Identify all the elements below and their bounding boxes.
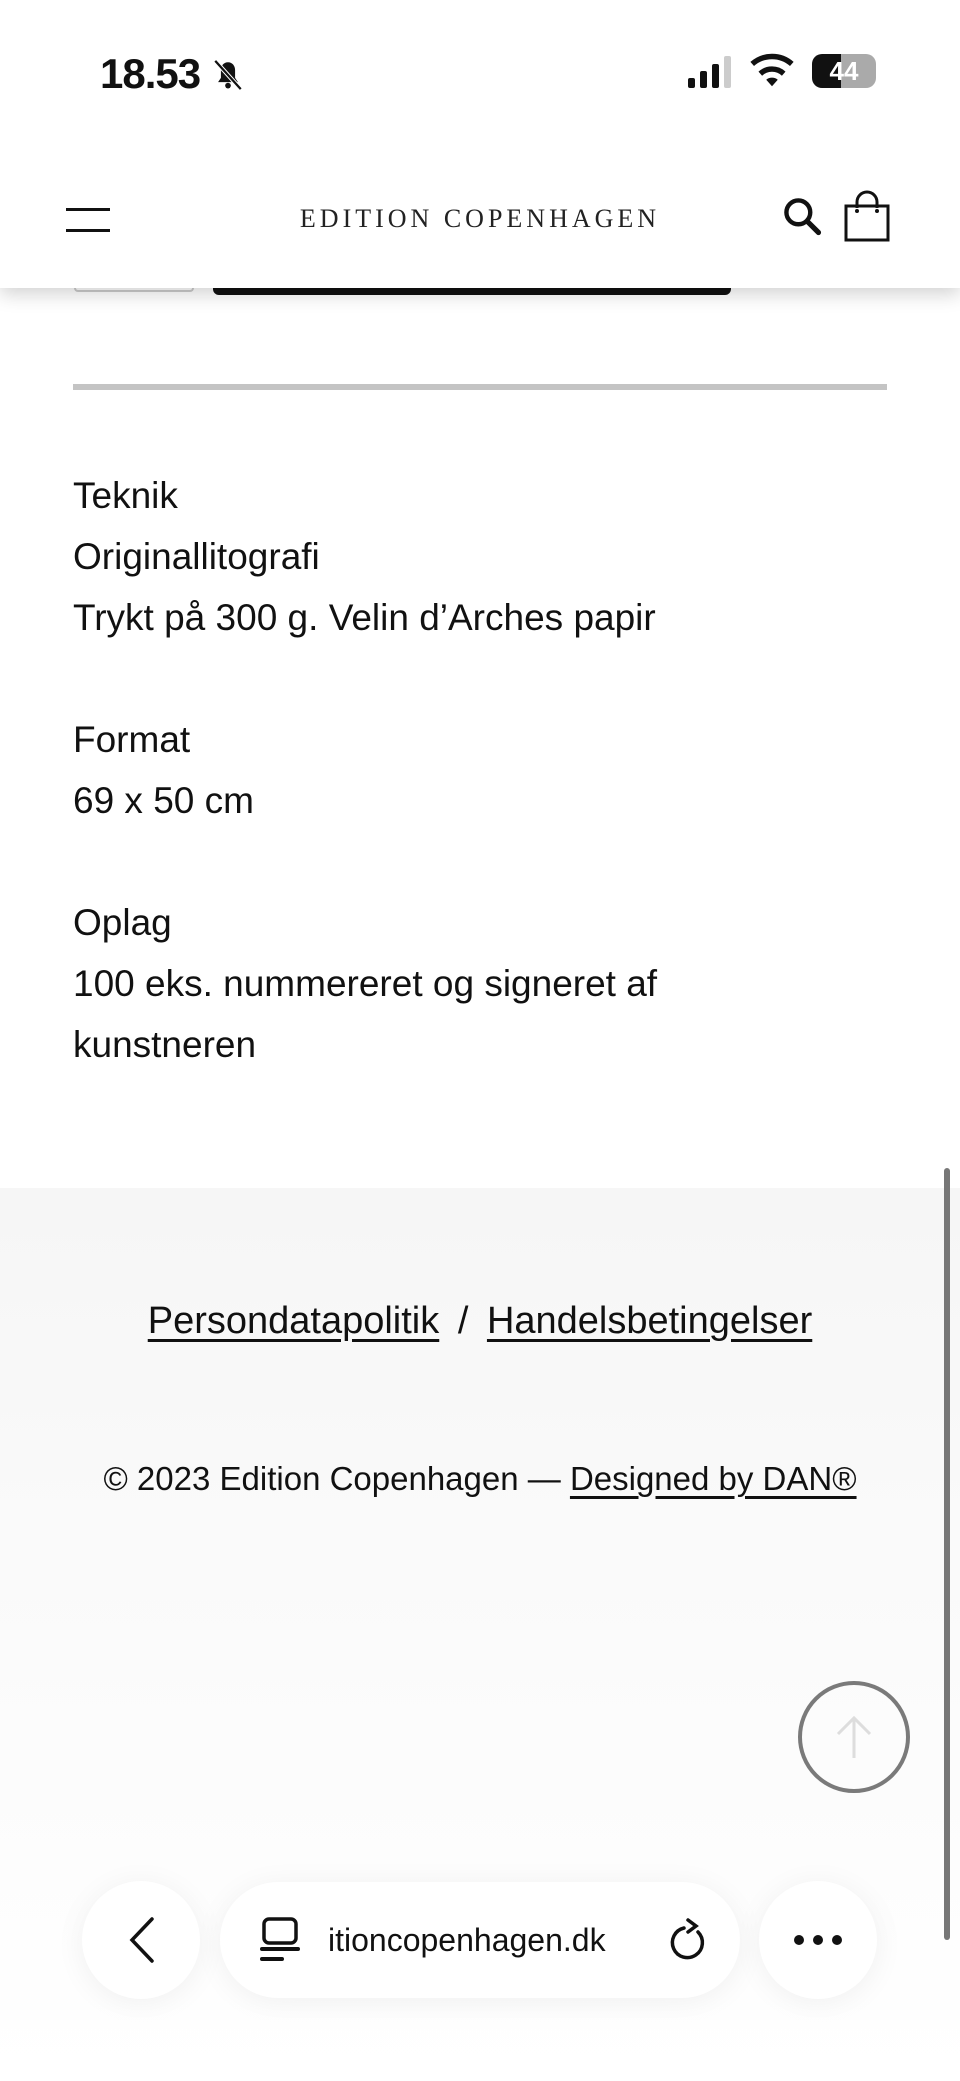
wifi-icon [750,52,794,88]
status-time [100,50,245,98]
chevron-left-icon [126,1915,156,1965]
ellipsis-icon [793,1934,843,1946]
time-text: 18.53 [100,50,201,97]
battery-level: 44 [829,56,859,86]
status-bar [0,0,960,110]
reader-tabs-icon [260,1917,300,1963]
reload-icon[interactable] [666,1916,710,1964]
terms-link[interactable]: Handelsbetingelser [486,1300,813,1342]
designed-by-link[interactable]: Designed by DAN® [569,1460,857,1497]
search-icon[interactable] [780,194,824,238]
scroll-to-top-button[interactable] [798,1681,910,1793]
format-value: 69 x 50 cm [73,780,254,821]
arrow-up-icon [832,1712,876,1762]
oplag-value: 100 eks. nummereret og signeret af [73,963,658,1004]
back-button[interactable] [82,1881,200,1999]
address-bar[interactable] [220,1882,740,1998]
product-details [73,465,657,1075]
format-label: Format [73,719,191,760]
copyright-text: © 2023 Edition Copenhagen — [103,1460,561,1497]
copyright [100,1455,860,1502]
link-separator: / [457,1300,469,1342]
site-logo[interactable]: EDITION COPENHAGEN [299,204,661,233]
signal-icon [688,56,736,88]
teknik-value: Originallitografi [73,536,320,577]
shopping-bag-icon[interactable] [844,190,890,242]
url-text[interactable]: itioncopenhagen.dk [328,1921,606,1958]
battery-icon [812,54,876,88]
bell-slash-icon [211,58,245,92]
privacy-policy-link[interactable]: Persondatapolitik [147,1300,440,1342]
more-options-button[interactable] [759,1881,877,1999]
teknik-label: Teknik [73,475,178,516]
footer-links [0,1300,960,1343]
scrollbar[interactable] [944,1168,950,1940]
teknik-value: Trykt på 300 g. Velin d’Arches papir [73,597,656,638]
section-divider [73,384,887,390]
oplag-label: Oplag [73,902,172,943]
oplag-value: kunstneren [73,1024,257,1065]
